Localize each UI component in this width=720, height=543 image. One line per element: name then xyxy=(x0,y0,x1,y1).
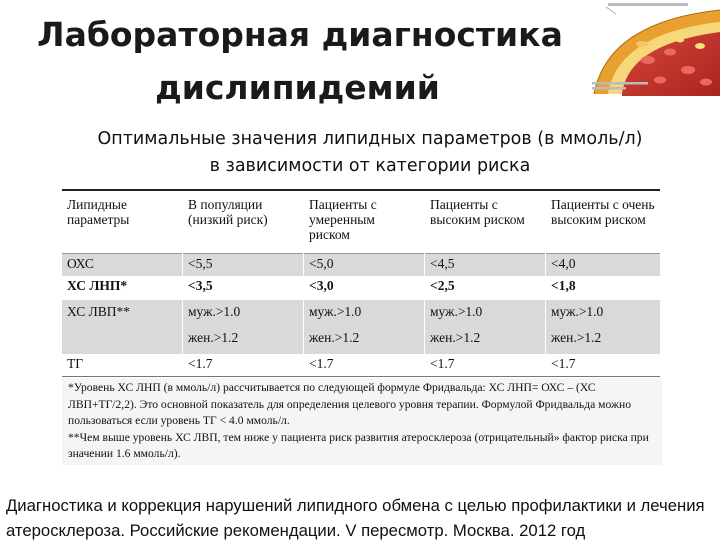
table-row xyxy=(62,354,660,377)
table-cell: <5,5 xyxy=(183,254,304,277)
table-cell: муж.>1.0 xyxy=(304,300,425,328)
table-cell: <4,5 xyxy=(425,254,546,277)
table-cell: <3,5 xyxy=(183,276,304,300)
table-cell: жен.>1.2 xyxy=(304,328,425,354)
table-cell: ХС ЛНП* xyxy=(67,278,128,293)
artery-cross-section-illustration xyxy=(588,0,720,100)
table-cell: <1.7 xyxy=(425,354,546,377)
header-cell: Пациенты с высоким риском xyxy=(425,190,546,254)
subtitle-line-1: Оптимальные значения липидных параметров (в ммоль/л) xyxy=(97,129,643,149)
header-cell: Липидные параметры xyxy=(67,197,130,227)
title-line-2: дислипидемий xyxy=(155,68,440,107)
table-cell: ХС ЛВП** xyxy=(62,300,183,328)
table-cell: <3,0 xyxy=(304,276,425,300)
table-cell: <5,0 xyxy=(304,254,425,277)
table-row xyxy=(62,300,660,328)
source-citation: Диагностика и коррекция нарушений липидного обмена с целью профилактики и лечения атеросклероза. Российские рекомендации. V пересмотр. Москва. 2012 год xyxy=(6,496,705,540)
table-cell: муж.>1.0 xyxy=(183,300,304,328)
header-cell: В популяции (низкий риск) xyxy=(183,190,304,254)
table-header-row xyxy=(62,190,660,254)
table-row xyxy=(62,254,660,277)
table-cell: <2,5 xyxy=(425,276,546,300)
table-row xyxy=(62,328,660,354)
table-cell: жен.>1.2 xyxy=(546,328,661,354)
table-cell: <1,8 xyxy=(546,276,661,300)
table-cell: <1.7 xyxy=(546,354,661,377)
table-cell: муж.>1.0 xyxy=(546,300,661,328)
table-cell: жен.>1.2 xyxy=(425,328,546,354)
table-cell: <1.7 xyxy=(183,354,304,377)
header-cell: Пациенты с умеренным риском xyxy=(304,190,425,254)
table-footnotes xyxy=(62,378,662,465)
title-line-1: Лабораторная диагностика xyxy=(37,15,563,54)
table-cell: <1.7 xyxy=(304,354,425,377)
page-title xyxy=(20,8,580,114)
table-cell: жен.>1.2 xyxy=(183,328,304,354)
lipid-targets-table xyxy=(62,189,662,377)
table-cell xyxy=(62,328,183,354)
table-caption xyxy=(40,126,700,180)
table-cell: ТГ xyxy=(62,354,183,377)
footnote-ldl: *Уровень ХС ЛНП (в ммоль/л) рассчитывается по следующей формуле Фридвальда: ХС ЛНП= ОХС – (ХС ЛВП+ТГ/2,2). Это основной показатель для определения целевого уровня терапии. Формулой Фридвальда можно пользоваться если уровень ТГ < 4.0 ммоль/л. xyxy=(68,381,632,427)
subtitle-line-2: в зависимости от категории риска xyxy=(209,156,531,176)
table-row xyxy=(62,276,660,300)
footnote-hdl: **Чем выше уровень ХС ЛВП, тем ниже у пациента риск развития атеросклероза (отрицательный» фактор риска при значении 1.6 ммоль/л). xyxy=(68,430,649,460)
table-cell: муж.>1.0 xyxy=(425,300,546,328)
table-cell: ОХС xyxy=(62,254,183,277)
lipid-table xyxy=(62,189,660,377)
table-cell: <4,0 xyxy=(546,254,661,277)
header-cell: Пациенты с очень высоким риском xyxy=(546,190,661,254)
